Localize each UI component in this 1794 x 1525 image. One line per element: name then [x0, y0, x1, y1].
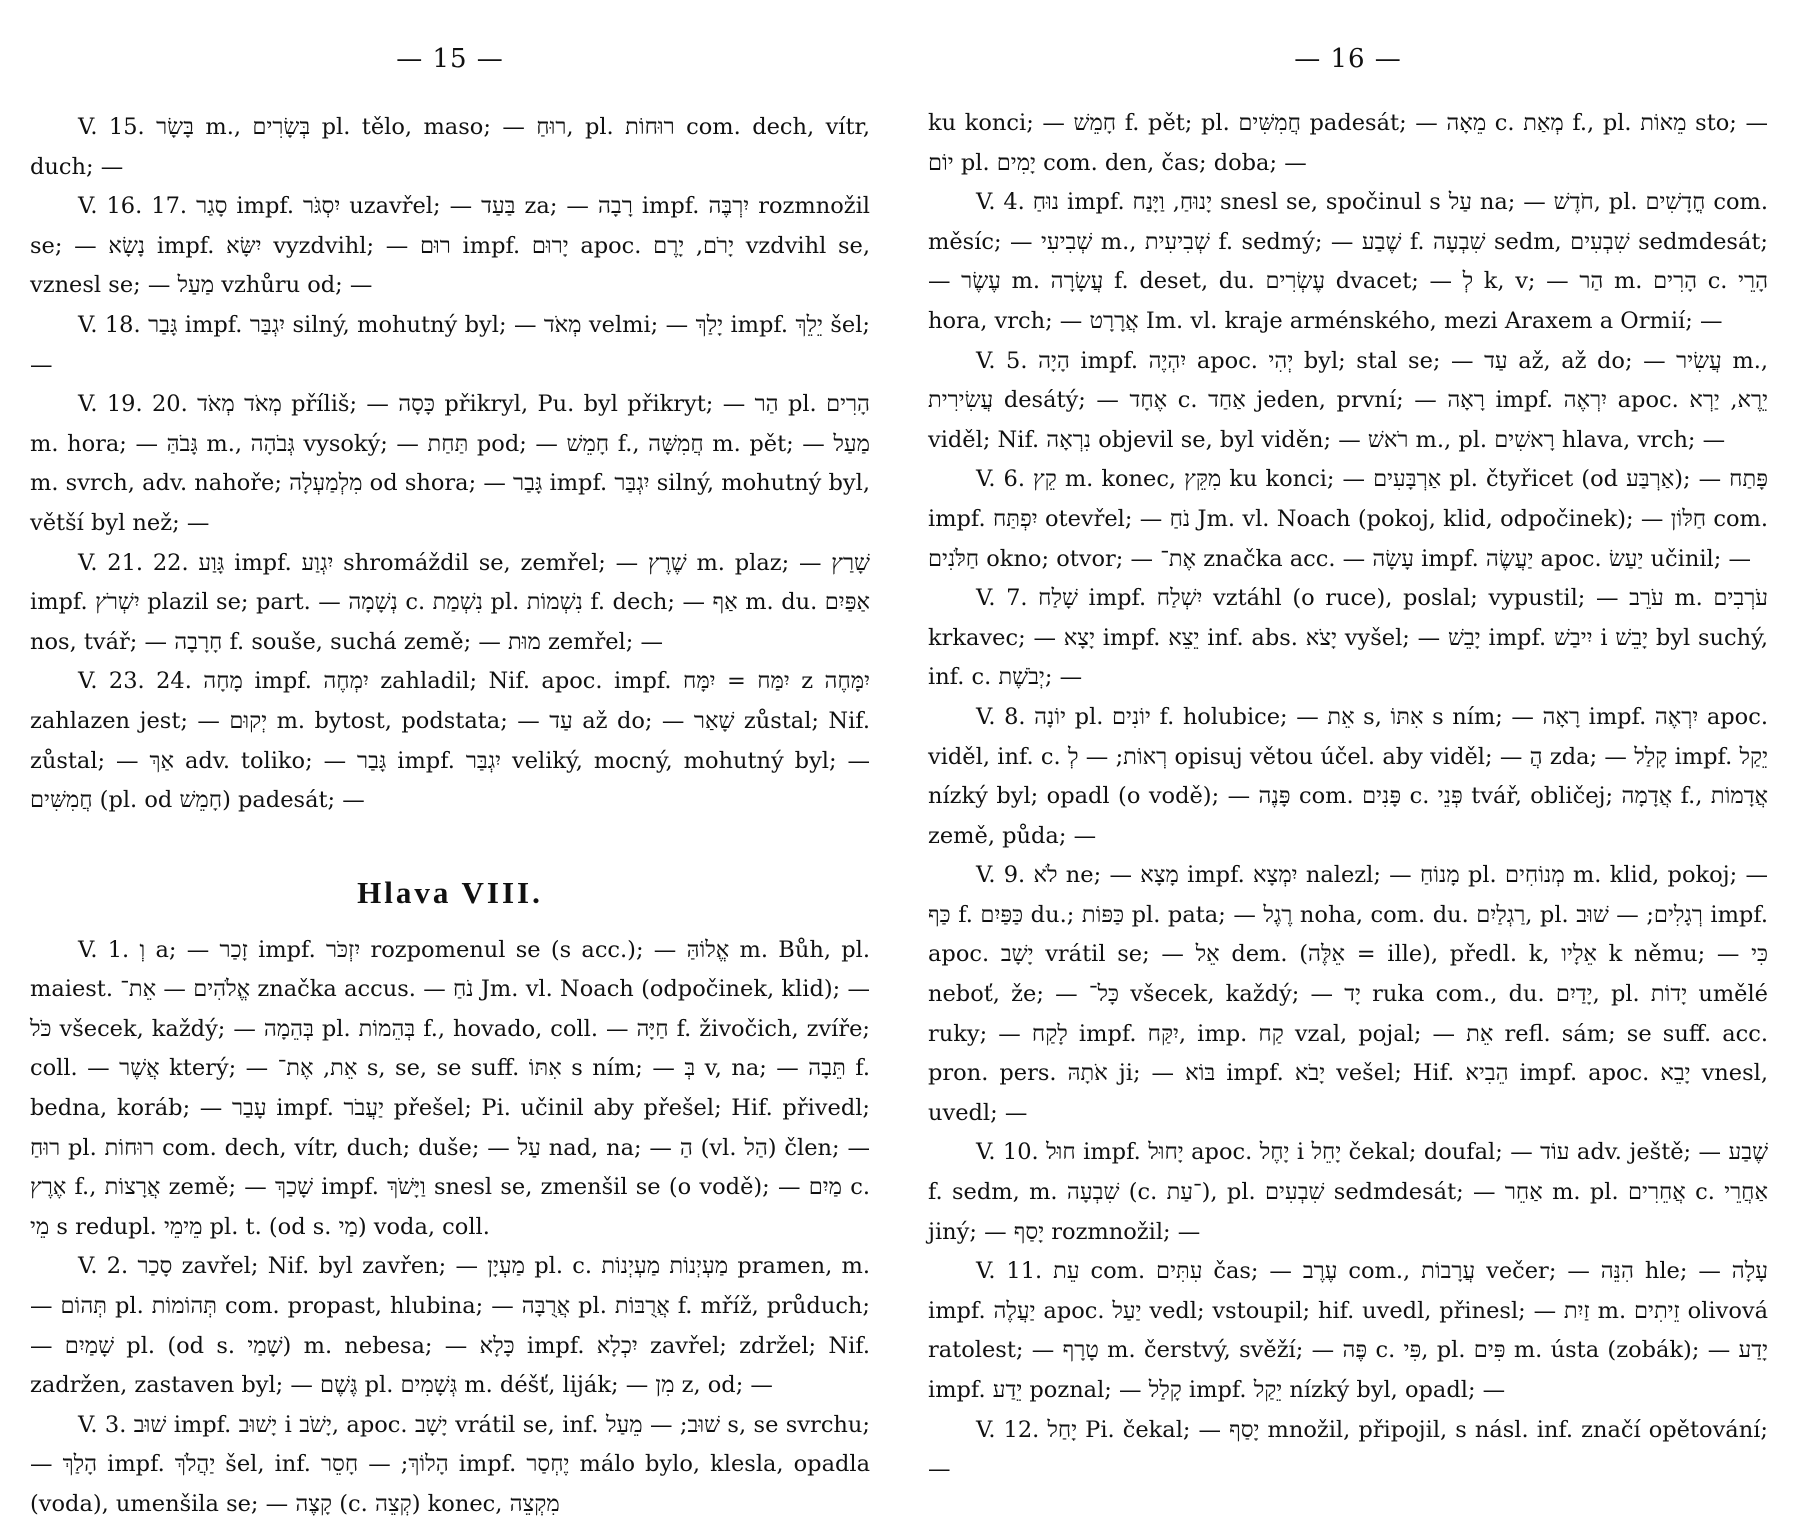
entries-chapter-8 [30, 931, 870, 1525]
entry-v2: V. 2. סָכַר zavřel; Nif. byl zavřen; — מַעְיָן pl. c. מַעְיְנוֹת מַעְיְנוֹת pramen, m. — תְּהוֹם pl. תְּהוֹמוֹת com. propast, hlubina; — אֲרֻבָּה pl. אֲרֻבּוֹת f. mříž, průduch; — שָׁמַיִם pl. (od s. שָׁמַי) m. nebesa; — כָּלָא impf. יִכְלָא zavřel; zdržel; Nif. zadržen, zastaven byl; — גֶּשֶׁם pl. גְּשָׁמִים m. déšť, liják; — מִן z, od; — [30, 1253, 871, 1399]
entry-v12: V. 12. יָחַל Pi. čekal; — יָסַף množil, připojil, s násl. inf. značí opětování; — [928, 1416, 1768, 1483]
entry-v5: V. 5. הָיָה impf. יִהְיֶה apoc. יְהִי byl; stal se; — עַד až, až do; — עֲשִׂיר m., עֲשִׂירִית desátý; — אֶחָד c. אַחַד jeden, první; — רָאָה impf. יִרְאֶה apoc. יֵרֶא, יַרְא viděl; Nif. נִרְאָה objevil se, byl viděn; — רֹאשׁ m., pl. רָאשִׁים hlava, vrch; — [928, 347, 1768, 453]
entry-v19-20: V. 19. 20. מְאֹד מְאֹד příliš; — כָּסָה přikryl, Pu. byl přikryt; — הַר pl. הָרִים m. hora; — גָּבֹהַּ m., גְּבֹהָה vysoký; — תַּחַת pod; — חָמֵשׁ f., חֲמִשָּׁה m. pět; — מַעַל m. svrch, adv. nahoře; מִלְמַעְלָה od shora; — גָּבַר impf. יִגְבַּר silný, mohutný byl, větší byl než; — [30, 391, 871, 536]
entry-v11: V. 11. עֵת com. עִתִּים čas; — עֶרֶב com., עֲרָבוֹת večer; — הִנֵּה hle; — עָלָה impf. יַעֲלֶה apoc. יַעַל vedl; vstoupil; hif. uvedl, přinesl; — זַיִת m. זֵיתִים olivová ratolest; — טָרָף m. čerstvý, svěží; — פֶּה c. פִּי, pl. פִּים m. ústa (zobák); — יָדַע impf. יֵדַע poznal; — קָלַל impf. יֵקַל nízký byl, opadl; — [928, 1258, 1769, 1403]
page-number: — 15 — [396, 44, 504, 74]
entry-continuation: ku konci; — חָמֵשׁ f. pět; pl. חֲמִשִּׁים padesát; — מֵאָה c. מְאַת f., pl. מֵאוֹת sto; — יוֹם pl. יָמִים com. den, čas; doba; — [928, 110, 1768, 176]
entry-v3: V. 3. שׁוּב impf. יָשׁוּב i יָשֹׁב, apoc. יָשָׁב vrátil se, inf. שׁוּב; — מֵעַל s, se svrchu; — הָלַךְ impf. יַהֲלֹךְ šel, inf. הָלוֹךְ; — חָסֵר impf. יֶחְסַר málo bylo, klesla, opadla (voda), umenšila se; — קָצֶה (c. קְצֵה) konec, מִקְצֵה [30, 1411, 871, 1517]
left-page [30, 0, 871, 1517]
entry-v15: V. 15. בָּשָׂר m., בְּשָׂרִים pl. tělo, maso; — רוּחַ, pl. רוּחוֹת com. dech, vítr, duch; — [30, 114, 870, 180]
entry-v7: V. 7. שָׁלַח impf. יִשְׁלַח vztáhl (o ruce), poslal; vypustil; — עֹרֵב m. עֹרְבִים krkavec; — יָצָא impf. יֵצֵא inf. abs. יָצֹא vyšel; — יָבֵשׁ impf. יִיבַשׁ i יָבֵשׁ byl suchý, inf. c. יְבֹשֶׁת; — [928, 585, 1768, 691]
entry-v4: V. 4. נוּחַ impf. יָנוּחַ, וַיָּנַח snesl se, spočinul s עַל na; — חֹדֶשׁ, pl. חֳדָשִׁים com. měsíc; — שְׁבִיעִי m., שְׁבִיעִית f. sedmý; — שֶׁבַע f. שִׁבְעָה sedm, שִׁבְעִים sedmdesát; — עֶשֶׂר m. עֲשָׂרָה f. deset, du. עֶשְׂרִים dvacet; — לְ k, v; — הַר m. הָרִים c. הָרֵי hora, vrch; — אֲרָרָט Im. vl. kraje arménského, mezi Araxem a Ormií; — [928, 189, 1769, 334]
entry-v6: V. 6. קֵץ m. konec, מִקֵּץ ku konci; — אַרְבָּעִים pl. čtyřicet (od אַרְבַּע); — פָּתַח impf. יִפְתַּח otevřel; — נֹחַ Jm. vl. Noach (pokoj, klid, odpočinek); — חַלּוֹן com. חַלֹּנִים okno; otvor; — אֶת־ značka acc. — עָשָׂה impf. יַעֲשֶׂה apoc. יַעַשׂ učinil; — [928, 466, 1768, 572]
entry-v1: V. 1. וְ a; — זָכַר impf. יִזְכֹּר rozpomenul se (s acc.); — אֱלוֹהַּ m. Bůh, pl. maiest. אֱלֹהִים — אֵת־ značka accus. — נֹחַ Jm. vl. Noach (odpočinek, klid); — כֹּל všecek, každý; — בְּהֵמָה pl. בְּהֵמוֹת f., hovado, coll. — חַיָּה f. živočich, zvíře; coll. — אֲשֶׁר který; — אֵת, אֶת־ s, se, se suff. אִתּוֹ s ním; — בְּ v, na; — תֵּבָה f. bedna, koráb; — עָבַר impf. יַעֲבֹר přešel; Pi. učinil aby přešel; Hif. přivedl; רוּחַ pl. רוּחוֹת com. dech, vítr, duch; duše; — עַל nad, na; — הַ (vl. הַל) člen; — אֶרֶץ f., אֲרָצוֹת země; — שָׁכַךְ impf. וַיָּשֹׁךְ snesl se, zmenšil se (o vodě); — מַיִם c. מֵי s redupl. מֵימֵי pl. t. (od s. מַי) voda, coll. [30, 936, 871, 1240]
right-page [928, 0, 1768, 1500]
entry-v21-22: V. 21. 22. גָּוַע impf. יִגְוַע shromáždil se, zemřel; — שֶׁרֶץ m. plaz; — שָׁרַץ impf. יִשְׁרֹץ plazil se; part. — נְשָׁמָה c. נִשְׁמַת pl. נִשְׁמוֹת f. dech; — אַף m. du. אַפַּיִם nos, tvář; — חָרָבָה f. souše, suchá země; — מוּת zemřel; — [30, 549, 870, 655]
entries-chapter-7 [30, 108, 870, 821]
entry-v16-17: V. 16. 17. סָגַר impf. יִסְגֹּר uzavřel; — בַּעַד za; — רָבָה impf. יִרְבֶּה rozmnožil se; — נָשָׂא impf. יִשָּׂא vyzdvihl; — רוּם impf. יָרוּם apoc. יָרֹם, יָרֶם vzdvihl se, vznesl se; — מַעַל vzhůru od; — [30, 193, 871, 299]
entries-continued [928, 104, 1768, 1490]
entry-v18: V. 18. גָּבַר impf. יִגְבַּר silný, mohutný byl; — מְאֹד velmi; — יָלַךְ impf. יֵלֵךְ šel; — [30, 311, 871, 378]
entry-v23-24: V. 23. 24. מָחָה impf. יִמְחֶה zahladil; Nif. apoc. impf. יִמַּח = יִמָּח z יִמָּחֶה zahlazen jest; — יְקוּם m. bytost, podstata; — עַד až do; — שָׁאַר zůstal; Nif. zůstal; — אַךְ adv. toliko; — גָּבַר impf. יִגְבַּר veliký, mocný, mohutný byl; — חֲמִשִּׁים (pl. od חָמֵשׁ) padesát; — [30, 668, 870, 814]
chapter-heading: Hlava VIII. [357, 874, 543, 910]
page-number: — 16 — [1294, 44, 1402, 74]
entry-v8: V. 8. יוֹנָה pl. יוֹנִים f. holubice; — אֵת s, אִתּוֹ s ním; — רָאָה impf. יִרְאֶה apoc. viděl, inf. c. רְאוֹת; — לְ opisuj větou účel. aby viděl; — הֲ zda; — קָלַל impf. יֵקַל nízký byl; opadl (o vodě); — פָּנֶה com. פָּנִים c. פְּנֵי tvář, obličej; אֲדָמָה f., אֲדָמוֹת země, půda; — [928, 703, 1769, 849]
entry-v10: V. 10. חוּל impf. יָחוּל apoc. יָחֶל i יָחֵל čekal; doufal; — עוֹד adv. ještě; — שֶׁבַע f. sedm, m. שִׁבְעָה (c. ־עַת), pl. שִׁבְעִים sedmdesát; — אַחֵר m. pl. אֲחֵרִים c. אַחֲרֵי jiný; — יָסַף rozmnožil; — [928, 1139, 1769, 1245]
entry-v9: V. 9. לֹא ne; — מָצָא impf. יִמְצָא nalezl; — מָנוֹחַ pl. מְנוֹחִים m. klid, pokoj; — כַּף f. כַּפַּיִם du.; כַּפּוֹת pl. pata; — רֶגֶל noha, com. du. רַגְלַיִם, pl. רְגָלִים; — שׁוּב impf. apoc. יָשָׁב vrátil se; — אֵל dem. (אֵלֶּה = ille), předl. k, אֵלָיו k němu; — כִּי neboť, že; — כָּל־ všecek, každý; — יָד ruka com., du. יָדַיִם, pl. יָדוֹת umělé ruky; — לָקַח impf. יִקַּח, imp. קַח vzal, pojal; — אֵת refl. sám; se suff. acc. pron. pers. אֹתָהּ ji; — בּוֹא impf. יָבֹא vešel; Hif. הֵבִיא impf. apoc. יָבֵא vnesl, uvedl; — [928, 862, 1769, 1126]
